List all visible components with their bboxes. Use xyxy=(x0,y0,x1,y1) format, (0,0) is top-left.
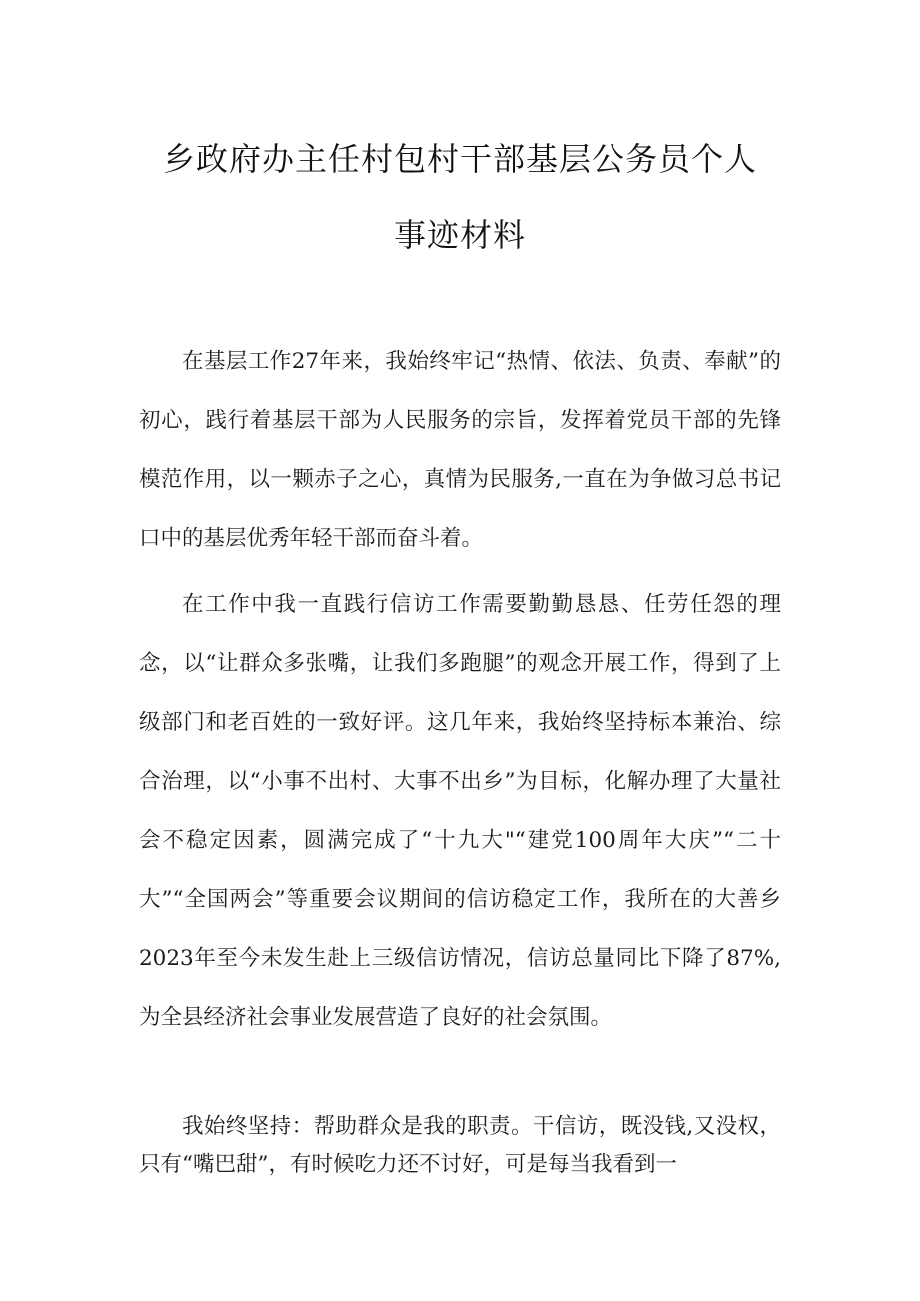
paragraph-3: 我始终坚持：帮助群众是我的职责。干信访，既没钱,又没权，只有“嘴巴甜”，有时候吃力还不讨好，可是每当我看到一 xyxy=(139,1114,781,1177)
document-title-line-2: 事迹材料 xyxy=(393,216,526,254)
paragraph-2: 在工作中我一直践行信访工作需要勤勤恳恳、任劳任怨的理念，以“让群众多张嘴，让我们多跑腿”的观念开展工作，得到了上级部门和老百姓的一致好评。这几年来，我始终坚持标本兼治、综合治理，以“小事不出村、大事不出乡”为目标，化解办理了大量社会不稳定因素，圆满完成了“十九大"“建党100周年大庆”“二十大”“全国两会”等重要会议期间的信访稳定工作，我所在的大善乡2023年至今未发生赴上三级信访情况，信访总量同比下降了87%,为全县经济社会事业发展营造了良好的社会氛围。 xyxy=(139,592,781,1030)
document-title-line-1: 乡政府办主任村包村干部基层公务员个人 xyxy=(162,140,757,178)
paragraph-1: 在基层工作27年来，我始终牢记“热情、依法、负责、奉献”的初心，践行着基层干部为人民服务的宗旨，发挥着党员干部的先锋模范作用，以一颗赤子之心，真情为民服务,一直在为争做习总书记口中的基层优秀年轻干部而奋斗着。 xyxy=(139,349,781,551)
